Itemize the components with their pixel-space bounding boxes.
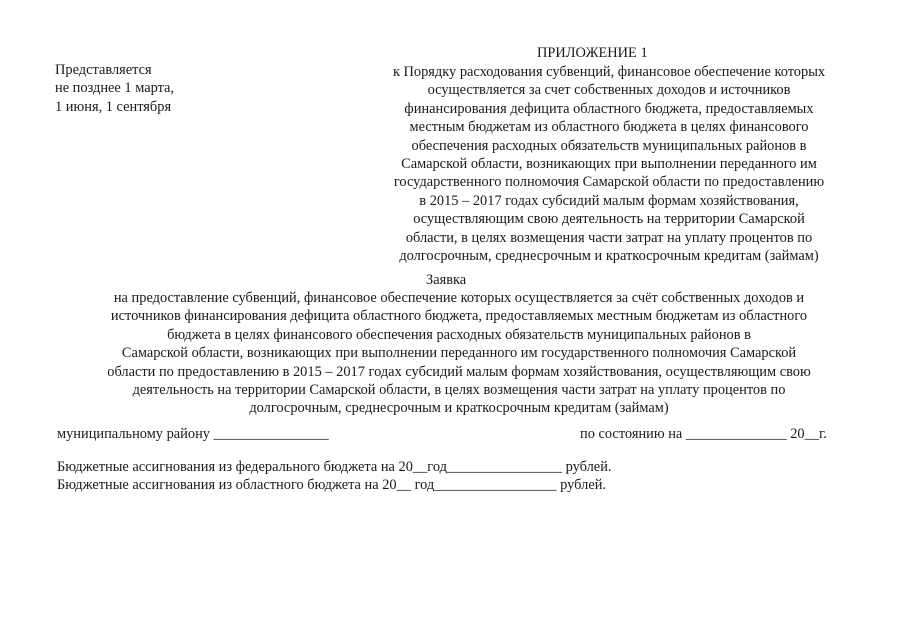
application-line: источников финансирования дефицита областного бюджета, предоставляемых местным бюджетам из областного [110,308,808,325]
deadline-line: Представляется [55,62,152,78]
appendix-line: обеспечения расходных обязательств муниципальных районов в [411,137,807,154]
federal-budget-allocation: Бюджетные ассигнования из федерального бюджета на 20__год________________ рублей. [57,459,612,475]
application-line: Самарской области, возникающих при выполнении переданного им государственного полномочия Самарской [121,345,797,362]
appendix-line: осуществляющим свою деятельность на территории Самарской [413,211,805,228]
appendix-line: в 2015 – 2017 годах субсидий малым формам хозяйствования, [419,192,799,209]
appendix-reference [366,63,852,265]
deadline-line: 1 июня, 1 сентября [55,98,172,115]
application-line: области по предоставлению в 2015 – 2017 годах субсидий малым формам хозяйствования, осуществляющим свою [107,363,811,380]
submission-deadline-note [55,61,255,116]
appendix-line: местным бюджетам из областного бюджета в целях финансового [409,119,809,136]
appendix-line: финансирования дефицита областного бюджета, предоставляемых [404,100,814,117]
appendix-line: осуществляется за счет собственных доходов и источников [427,82,791,99]
appendix-line: Самарской области, возникающих при выполнении переданного им [401,156,817,173]
appendix-line: долгосрочным, среднесрочным и краткосрочным кредитам (займам) [399,248,819,265]
application-description [68,289,850,418]
appendix-title: ПРИЛОЖЕНИЕ 1 [537,45,648,61]
deadline-line: не позднее 1 марта, [55,80,175,97]
application-line: бюджета в целях финансового обеспечения расходных обязательств муниципальных районов в [167,326,751,343]
appendix-line: к Порядку расходования субвенций, финансовое обеспечение которых [392,64,826,80]
application-title: Заявка [426,272,467,288]
application-line: на предоставление субвенций, финансовое обеспечение которых осуществляется за счёт собственных доходов и [113,290,805,306]
regional-budget-allocation: Бюджетные ассигнования из областного бюджета на 20__ год_________________ рублей. [57,477,607,493]
application-line: деятельность на территории Самарской области, в целях возмещения части затрат на уплату процентов по [132,382,786,399]
as-of-date-field: по состоянию на ______________ 20__г. [580,426,827,442]
appendix-line: области, в целях возмещения части затрат на уплату процентов по [405,229,813,246]
district-field: муниципальному району ________________ [57,426,329,442]
application-line: долгосрочным, среднесрочным и краткосрочным кредитам (займам) [249,400,669,417]
appendix-line: государственного полномочия Самарской области по предоставлению [393,174,825,191]
